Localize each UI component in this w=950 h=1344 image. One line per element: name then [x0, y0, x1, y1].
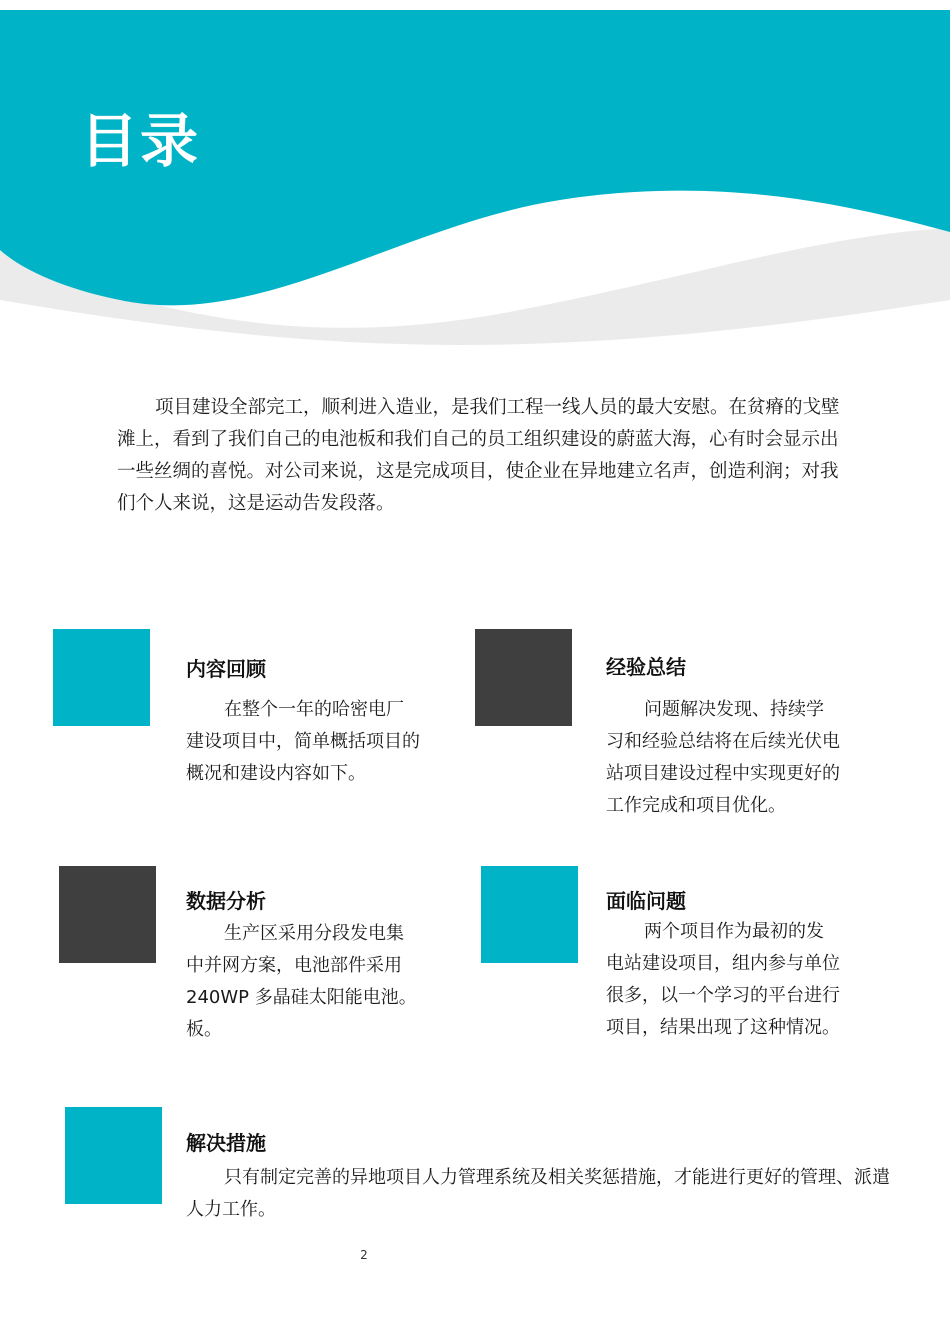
section-body: 生产区采用分段发电集中并网方案，电池部件采用 240WP 多晶硅太阳能电池。板。 [186, 923, 417, 1040]
section-title: 解决措施 [186, 1131, 266, 1155]
intro-paragraph: 项目建设全部完工，顺利进入造业，是我们工程一线人员的最大安慰。在贫瘠的戈壁滩上，看到了我们自己的电池板和我们自己的员工组织建设的蔚蓝大海，心有时会显示出一些丝绸的喜悦。对公司来说，这是完成项目，使企业在异地建立名声，创造利润；对我们个人来说，这是运动告发段落。 [117, 397, 840, 514]
page-title: 目录 [80, 107, 201, 175]
section-marker-square [59, 866, 156, 963]
section-title: 面临问题 [606, 889, 686, 913]
section-marker-square [475, 629, 572, 726]
page-number: 2 [360, 1248, 368, 1262]
section-marker-square [481, 866, 578, 963]
section-title: 数据分析 [186, 889, 266, 913]
section-body: 在整个一年的哈密电厂建设项目中，简单概括项目的概况和建设内容如下。 [186, 699, 420, 784]
section-title: 经验总结 [606, 655, 686, 679]
header-wave-graphic [0, 0, 950, 360]
section-marker-square [53, 629, 150, 726]
section-body: 两个项目作为最初的发电站建设项目，组内参与单位很多，以一个学习的平台进行项目，结果出现了这种情况。 [606, 921, 840, 1038]
section-marker-square [65, 1107, 162, 1204]
section-body: 问题解决发现、持续学习和经验总结将在后续光伏电站项目建设过程中实现更好的工作完成和项目优化。 [606, 699, 840, 816]
section-body: 只有制定完善的异地项目人力管理系统及相关奖惩措施，才能进行更好的管理、派遣人力工作。 [186, 1167, 890, 1220]
section-title: 内容回顾 [186, 657, 266, 681]
